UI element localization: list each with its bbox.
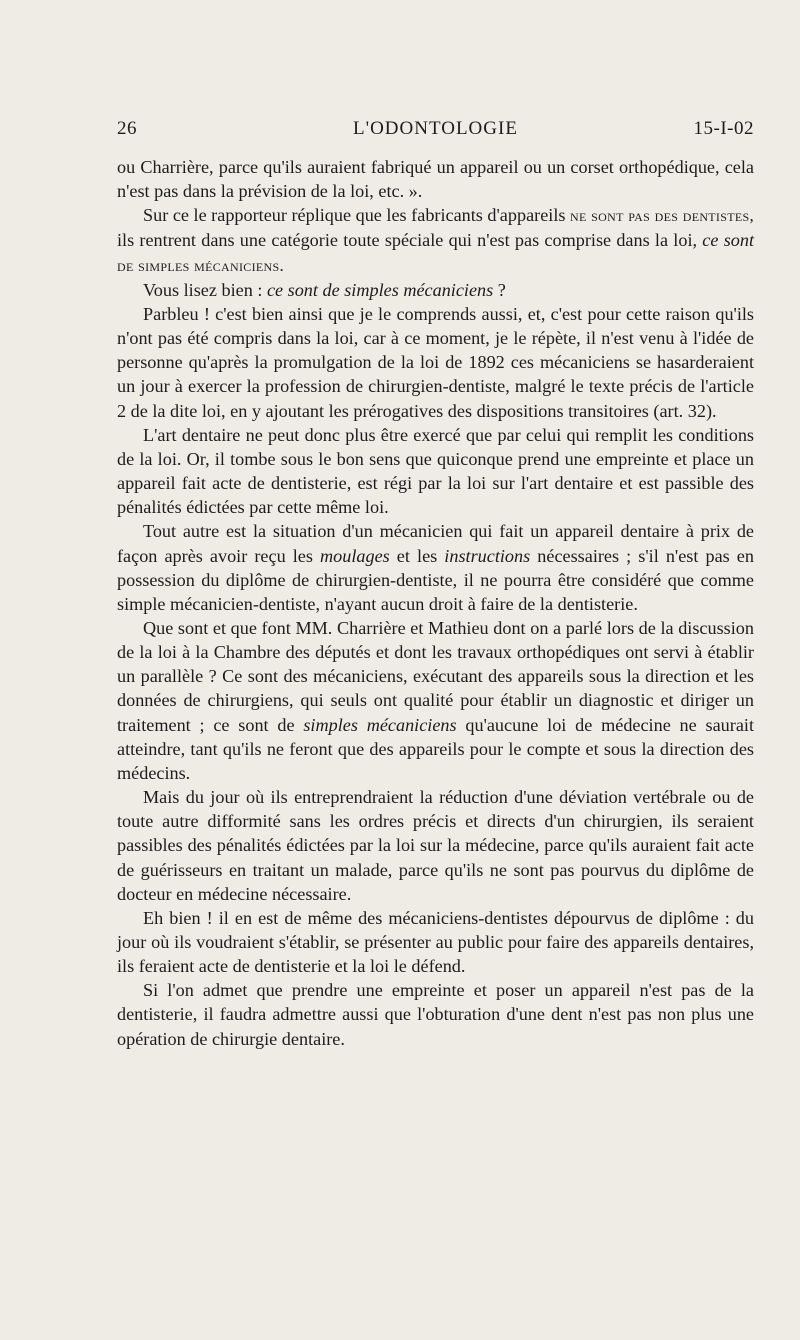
paragraph (117, 519, 754, 616)
page-number: 26 (117, 118, 137, 139)
emphasis-text: ce sont de simples mécaniciens (266, 279, 494, 300)
paragraph (117, 203, 754, 277)
paragraph (117, 978, 754, 1050)
text-run: Sur ce le rapporteur réplique que les fabricants d'appareils (143, 205, 571, 226)
text-run: nécessaires ; s'il n'est pas en possession du diplôme de chirurgien-dentiste, il ne pourra être considéré que comme simple mécanicien-dentiste, n'ayant aucun droit à faire de la dentisterie. (117, 545, 754, 614)
paragraph (117, 423, 754, 520)
emphasis-text: simples mécaniciens (303, 714, 457, 735)
emphasis-text: ce sont (702, 230, 755, 251)
paragraph (117, 302, 754, 423)
text-run: et les (389, 545, 445, 566)
body-text (117, 155, 754, 1051)
emphasis-text: moulages (320, 545, 390, 566)
text-run: ou Charrière, parce qu'ils auraient fabriqué un appareil ou un corset orthopédique, cela n'est pas dans la prévision de la loi, etc. ». (117, 157, 754, 202)
text-run: Mais du jour où ils entreprendraient la réduction d'une déviation vertébrale ou de toute autre difformité sans les ordres précis et directs d'un chirurgien, ils seraient passibles des pénalités édictées par la loi sur la médecine, parce qu'ils auraient fait acte de guérisseurs en traitant un malade, parce qu'ils ne sont pas pourvus du diplôme de docteur en médecine nécessaire. (117, 787, 754, 904)
text-run: Si l'on admet que prendre une empreinte et poser un appareil n'est pas de la dentisterie, il faudra admettre aussi que l'obturation d'une dent n'est pas non plus une opération de chirurgie dentaire. (117, 980, 754, 1049)
text-run: L'art dentaire ne peut donc plus être exercé que par celui qui remplit les conditions de la loi. Or, il tombe sous le bon sens que quiconque prend une empreinte et place un appareil fait acte de dentisterie, est régi par la loi sur l'art dentaire et est passible des pénalités édictées par cette même loi. (117, 424, 754, 518)
text-run: ? (493, 279, 506, 300)
text-run: qu'aucune loi de médecine ne saurait atteindre, tant qu'ils ne feront que des appareils pour le compte et sous la direction des médecins. (117, 714, 754, 783)
paragraph (117, 155, 754, 203)
text-run: Tout autre est la situation d'un mécanicien qui fait un appareil dentaire à prix de façon après avoir reçu les (117, 521, 754, 566)
small-caps-text: ne sont pas des dentistes, (570, 206, 754, 226)
paragraph (117, 278, 754, 302)
issue-date: 15-I-02 (693, 118, 754, 139)
emphasis-text: instructions (444, 545, 531, 566)
text-run: ils rentrent dans une catégorie toute spéciale qui n'est pas comprise dans la loi, (117, 230, 703, 251)
paragraph (117, 785, 754, 906)
text-run: Que sont et que font MM. Charrière et Mathieu dont on a parlé lors de la discussion de la loi à la Chambre des députés et dont les travaux orthopédiques ont servi à établir un parallèle ? Ce sont des mécaniciens, exécutant des appareils sous la direction et les données de chirurgiens, qui seuls ont qualité pour établir un diagnostic et diriger un traitement ; ce sont de (117, 617, 754, 735)
paragraph (117, 616, 754, 785)
text-run: Vous lisez bien : (143, 279, 267, 300)
paragraph (117, 906, 754, 978)
small-caps-text: de simples mécaniciens. (117, 255, 284, 275)
text-run: Eh bien ! il en est de même des mécaniciens-dentistes dépourvus de diplôme : du jour où ils voudraient s'établir, se présenter au public pour faire des appareils dentaires, ils feraient acte de dentisterie et la loi le défend. (117, 907, 754, 977)
running-header (117, 118, 754, 144)
journal-title: L'ODONTOLOGIE (353, 118, 518, 139)
text-run: Parbleu ! c'est bien ainsi que je le comprends aussi, et, c'est pour cette raison qu'ils n'ont pas été compris dans la loi, car à ce moment, je le répète, il n'est venu à l'idée de personne qu'après la promulgation de la loi de 1892 ces mécaniciens se hasarderaient un jour à exercer la profession de chirurgien-dentiste, malgré le texte précis de l'article 2 de la dite loi, en y ajoutant les prérogatives des dispositions transitoires (art. 32). (117, 303, 754, 421)
